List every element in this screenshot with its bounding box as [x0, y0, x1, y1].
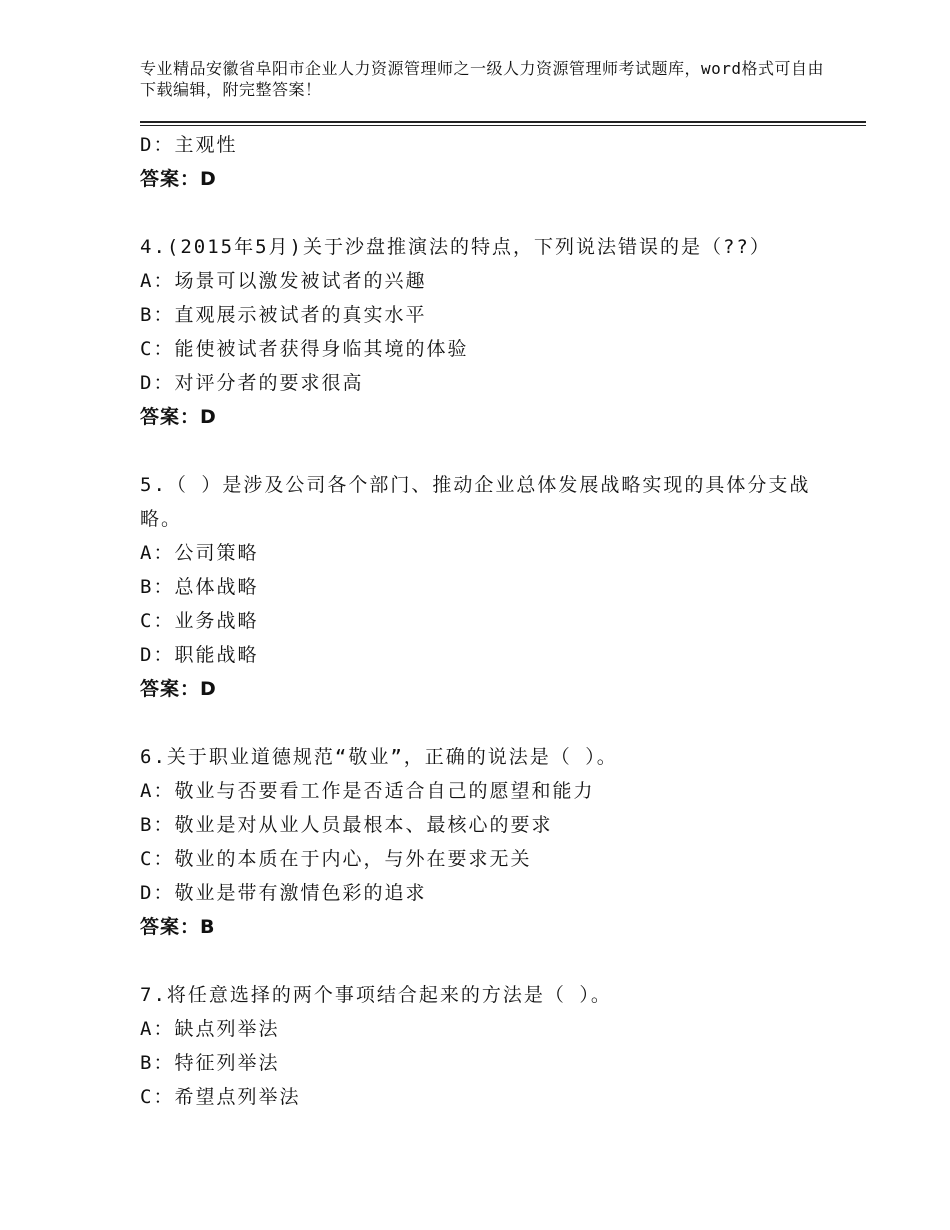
option-b: B：特征列举法: [140, 1052, 280, 1074]
document-header: 专业精品安徽省阜阳市企业人力资源管理师之一级人力资源管理师考试题库，word格式可自由下载编辑，附完整答案！: [140, 59, 825, 99]
option-d: D：敬业是带有激情色彩的追求: [140, 882, 427, 904]
option-d: D：职能战略: [140, 644, 259, 666]
option-c: C：能使被试者获得身临其境的体验: [140, 338, 469, 360]
spacer: [140, 196, 820, 230]
header-rule-thin: [140, 125, 866, 126]
question-block-4: [140, 230, 820, 434]
option-b: B：总体战略: [140, 576, 259, 598]
question-block-3: [140, 128, 820, 196]
answer-line: 答案：B: [140, 916, 216, 938]
question-text: 6.关于职业道德规范“敬业”，正确的说法是（ ）。: [140, 746, 618, 768]
question-block-7: [140, 978, 820, 1114]
option-a: A：敬业与否要看工作是否适合自己的愿望和能力: [140, 780, 595, 802]
question-block-5: [140, 468, 820, 706]
question-list: [140, 128, 820, 1114]
question-block-6: [140, 740, 820, 944]
spacer: [140, 434, 820, 468]
answer-line: 答案：D: [140, 406, 217, 428]
spacer: [140, 944, 820, 978]
option-a: A：缺点列举法: [140, 1018, 280, 1040]
header-rule-thick: [140, 121, 866, 123]
answer-line: 答案：D: [140, 678, 217, 700]
option-c: C：业务战略: [140, 610, 259, 632]
question-text: 7.将任意选择的两个事项结合起来的方法是（ ）。: [140, 984, 612, 1006]
option-b: B：敬业是对从业人员最根本、最核心的要求: [140, 814, 553, 836]
option-c: C：敬业的本质在于内心，与外在要求无关: [140, 848, 532, 870]
option-d: D：对评分者的要求很高: [140, 372, 364, 394]
question-text: 4.(2015年5月)关于沙盘推演法的特点，下列说法错误的是（??）: [140, 236, 771, 258]
option-d: D：主观性: [140, 134, 238, 156]
spacer: [140, 706, 820, 740]
option-b: B：直观展示被试者的真实水平: [140, 304, 427, 326]
question-text: 5.（ ）是涉及公司各个部门、推动企业总体发展战略实现的具体分支战略。: [140, 474, 811, 530]
option-a: A：公司策略: [140, 542, 259, 564]
answer-line: 答案：D: [140, 168, 217, 190]
option-a: A：场景可以激发被试者的兴趣: [140, 270, 427, 292]
option-c: C：希望点列举法: [140, 1086, 301, 1108]
